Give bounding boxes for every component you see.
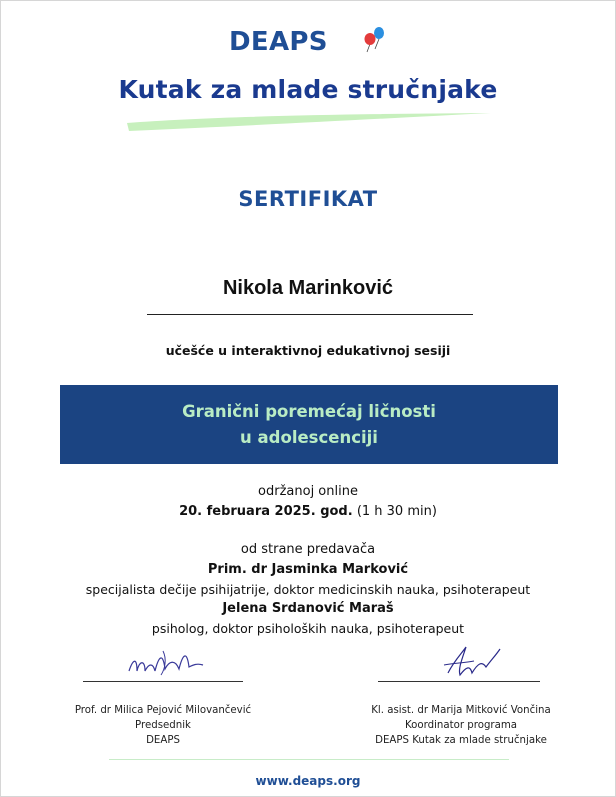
signatory-name: Prof. dr Milica Pejović Milovančević — [74, 705, 252, 716]
participation-text: učešće u interaktivnoj edukativnoj sesiji — [165, 343, 451, 358]
session-title-line1: Granični poremećaj ličnosti — [182, 402, 436, 421]
footer-divider — [109, 759, 509, 760]
lecturer-name: Jelena Srdanović Maraš — [222, 601, 394, 616]
session-date: 20. februara 2025. god. — [179, 504, 353, 519]
certificate-title: SERTIFIKAT — [238, 187, 378, 211]
signature-image — [123, 641, 213, 681]
lecturer-name: Prim. dr Jasminka Marković — [207, 562, 409, 577]
signature-line — [83, 681, 243, 682]
name-underline — [147, 314, 473, 315]
date-line — [1, 504, 615, 519]
session-title-line2: u adolescenciji — [240, 428, 378, 447]
signatory-text — [63, 703, 263, 748]
signatory-organization: DEAPS — [146, 735, 180, 746]
balloons-icon — [349, 25, 391, 55]
signatory-name: Kl. asist. dr Marija Mitković Vončina — [371, 705, 551, 716]
logo-text: DEAPS — [229, 27, 328, 57]
by-lecturer-text: od strane predavača — [240, 542, 376, 557]
signatory-organization: DEAPS Kutak za mlade stručnjake — [375, 735, 547, 746]
session-banner — [60, 385, 558, 464]
program-title: Kutak za mlade stručnjake — [118, 75, 498, 104]
brush-underline — [125, 111, 495, 135]
signatory-role: Koordinator programa — [404, 720, 518, 731]
signatory-text — [356, 703, 566, 748]
session-title — [60, 399, 558, 451]
signature-line — [378, 681, 540, 682]
held-text: održanoj online — [258, 484, 358, 499]
recipient-name: Nikola Marinković — [222, 277, 394, 299]
lecturer-description: specijalista dečije psihijatrije, doktor medicinskih nauka, psihoterapeut — [85, 582, 531, 597]
lecturer-description: psiholog, doktor psiholoških nauka, psihoterapeut — [151, 621, 465, 636]
signature-image — [436, 641, 506, 681]
signatory-role: Predsednik — [135, 720, 191, 731]
session-duration: (1 h 30 min) — [356, 504, 437, 519]
footer-url[interactable]: www.deaps.org — [255, 774, 361, 788]
